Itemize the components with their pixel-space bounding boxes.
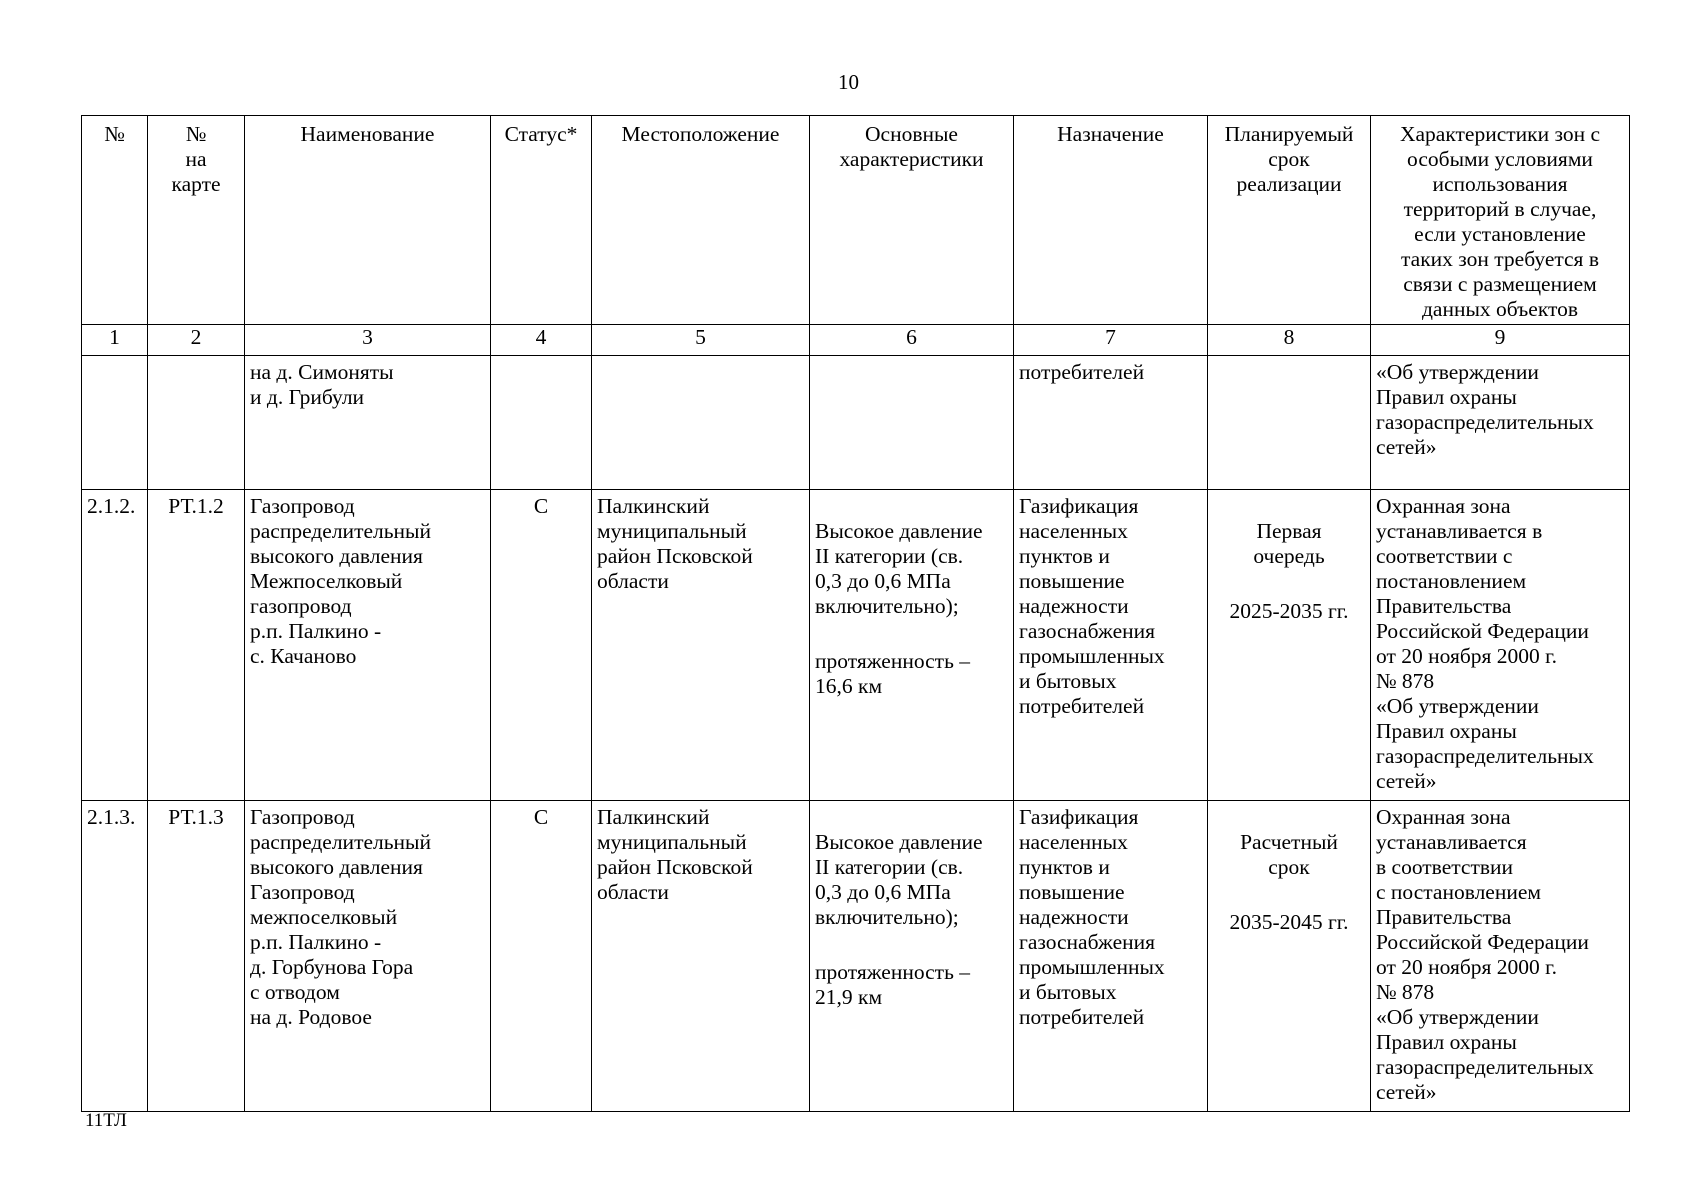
column-number-cell: 4 — [491, 325, 592, 356]
column-number-cell: 8 — [1208, 325, 1371, 356]
term-years: 2035-2045 гг. — [1229, 910, 1349, 934]
column-number-cell: 9 — [1371, 325, 1630, 356]
cell-status: С — [491, 490, 592, 801]
cell-status: С — [491, 801, 592, 1112]
cell-term — [1208, 490, 1371, 801]
table-row-continuation — [82, 356, 1630, 490]
characteristics-length: протяженность – 16,6 км — [815, 649, 971, 698]
cell-num — [82, 356, 148, 490]
header-cell-num: № — [82, 116, 148, 325]
cell-term — [1208, 801, 1371, 1112]
cell-purpose: Газификация населенных пунктов и повышение надежности газоснабжения промышленных и бытовых потребителей — [1014, 801, 1208, 1112]
header-cell-status: Статус* — [491, 116, 592, 325]
cell-zones: «Об утверждении Правил охраны газораспределительных сетей» — [1371, 356, 1630, 490]
column-number-cell: 7 — [1014, 325, 1208, 356]
term-stage: Первая очередь — [1253, 519, 1325, 568]
header-cell-purpose: Назначение — [1014, 116, 1208, 325]
cell-zones: Охранная зона устанавливается в соответствии с постановлением Правительства Российской Федерации от 20 ноября 2000 г. № 878 «Об утверждении Правил охраны газораспределительных сетей» — [1371, 490, 1630, 801]
cell-characteristics — [810, 490, 1014, 801]
column-number-cell: 1 — [82, 325, 148, 356]
characteristics-length: протяженность – 21,9 км — [815, 960, 971, 1009]
cell-map-num — [148, 356, 245, 490]
column-number-cell: 2 — [148, 325, 245, 356]
cell-zones: Охранная зона устанавливается в соответствии с постановлением Правительства Российской Федерации от 20 ноября 2000 г. № 878 «Об утверждении Правил охраны газораспределительных сетей» — [1371, 801, 1630, 1112]
cell-location: Палкинский муниципальный район Псковской области — [592, 490, 810, 801]
header-cell-zones: Характеристики зон с особыми условиями использования территорий в случае, если установление таких зон требуется в связи с размещением данных объектов — [1371, 116, 1630, 325]
header-cell-map-num: № на карте — [148, 116, 245, 325]
column-number-cell: 6 — [810, 325, 1014, 356]
column-number-row — [82, 325, 1630, 356]
cell-name: Газопровод распределительный высокого давления Межпоселковый газопровод р.п. Палкино - с. Качаново — [245, 490, 491, 801]
document-code: 11ТЛ — [85, 1110, 127, 1131]
header-cell-term: Планируемый срок реализации — [1208, 116, 1371, 325]
characteristics-pressure: Высокое давление II категории (св. 0,3 до 0,6 МПа включительно); — [815, 519, 983, 618]
cell-location — [592, 356, 810, 490]
cell-num: 2.1.3. — [82, 801, 148, 1112]
cell-num: 2.1.2. — [82, 490, 148, 801]
cell-characteristics — [810, 801, 1014, 1112]
cell-name: Газопровод распределительный высокого давления Газопровод межпоселковый р.п. Палкино - д. Горбунова Гора с отводом на д. Родовое — [245, 801, 491, 1112]
header-cell-characteristics: Основные характеристики — [810, 116, 1014, 325]
cell-term — [1208, 356, 1371, 490]
column-number-cell: 3 — [245, 325, 491, 356]
cell-status — [491, 356, 592, 490]
cell-characteristics — [810, 356, 1014, 490]
header-cell-name: Наименование — [245, 116, 491, 325]
characteristics-pressure: Высокое давление II категории (св. 0,3 до 0,6 МПа включительно); — [815, 830, 983, 929]
column-number-cell: 5 — [592, 325, 810, 356]
term-years: 2025-2035 гг. — [1229, 599, 1349, 623]
objects-table — [81, 115, 1630, 1112]
term-stage: Расчетный срок — [1240, 830, 1338, 879]
page-number: 10 — [838, 70, 859, 94]
table-row — [82, 490, 1630, 801]
cell-map-num: РТ.1.3 — [148, 801, 245, 1112]
cell-purpose: потребителей — [1014, 356, 1208, 490]
cell-location: Палкинский муниципальный район Псковской области — [592, 801, 810, 1112]
cell-purpose: Газификация населенных пунктов и повышение надежности газоснабжения промышленных и бытовых потребителей — [1014, 490, 1208, 801]
table-header-row — [82, 116, 1630, 325]
cell-map-num: РТ.1.2 — [148, 490, 245, 801]
cell-name: на д. Симоняты и д. Грибули — [245, 356, 491, 490]
table-row — [82, 801, 1630, 1112]
header-cell-location: Местоположение — [592, 116, 810, 325]
